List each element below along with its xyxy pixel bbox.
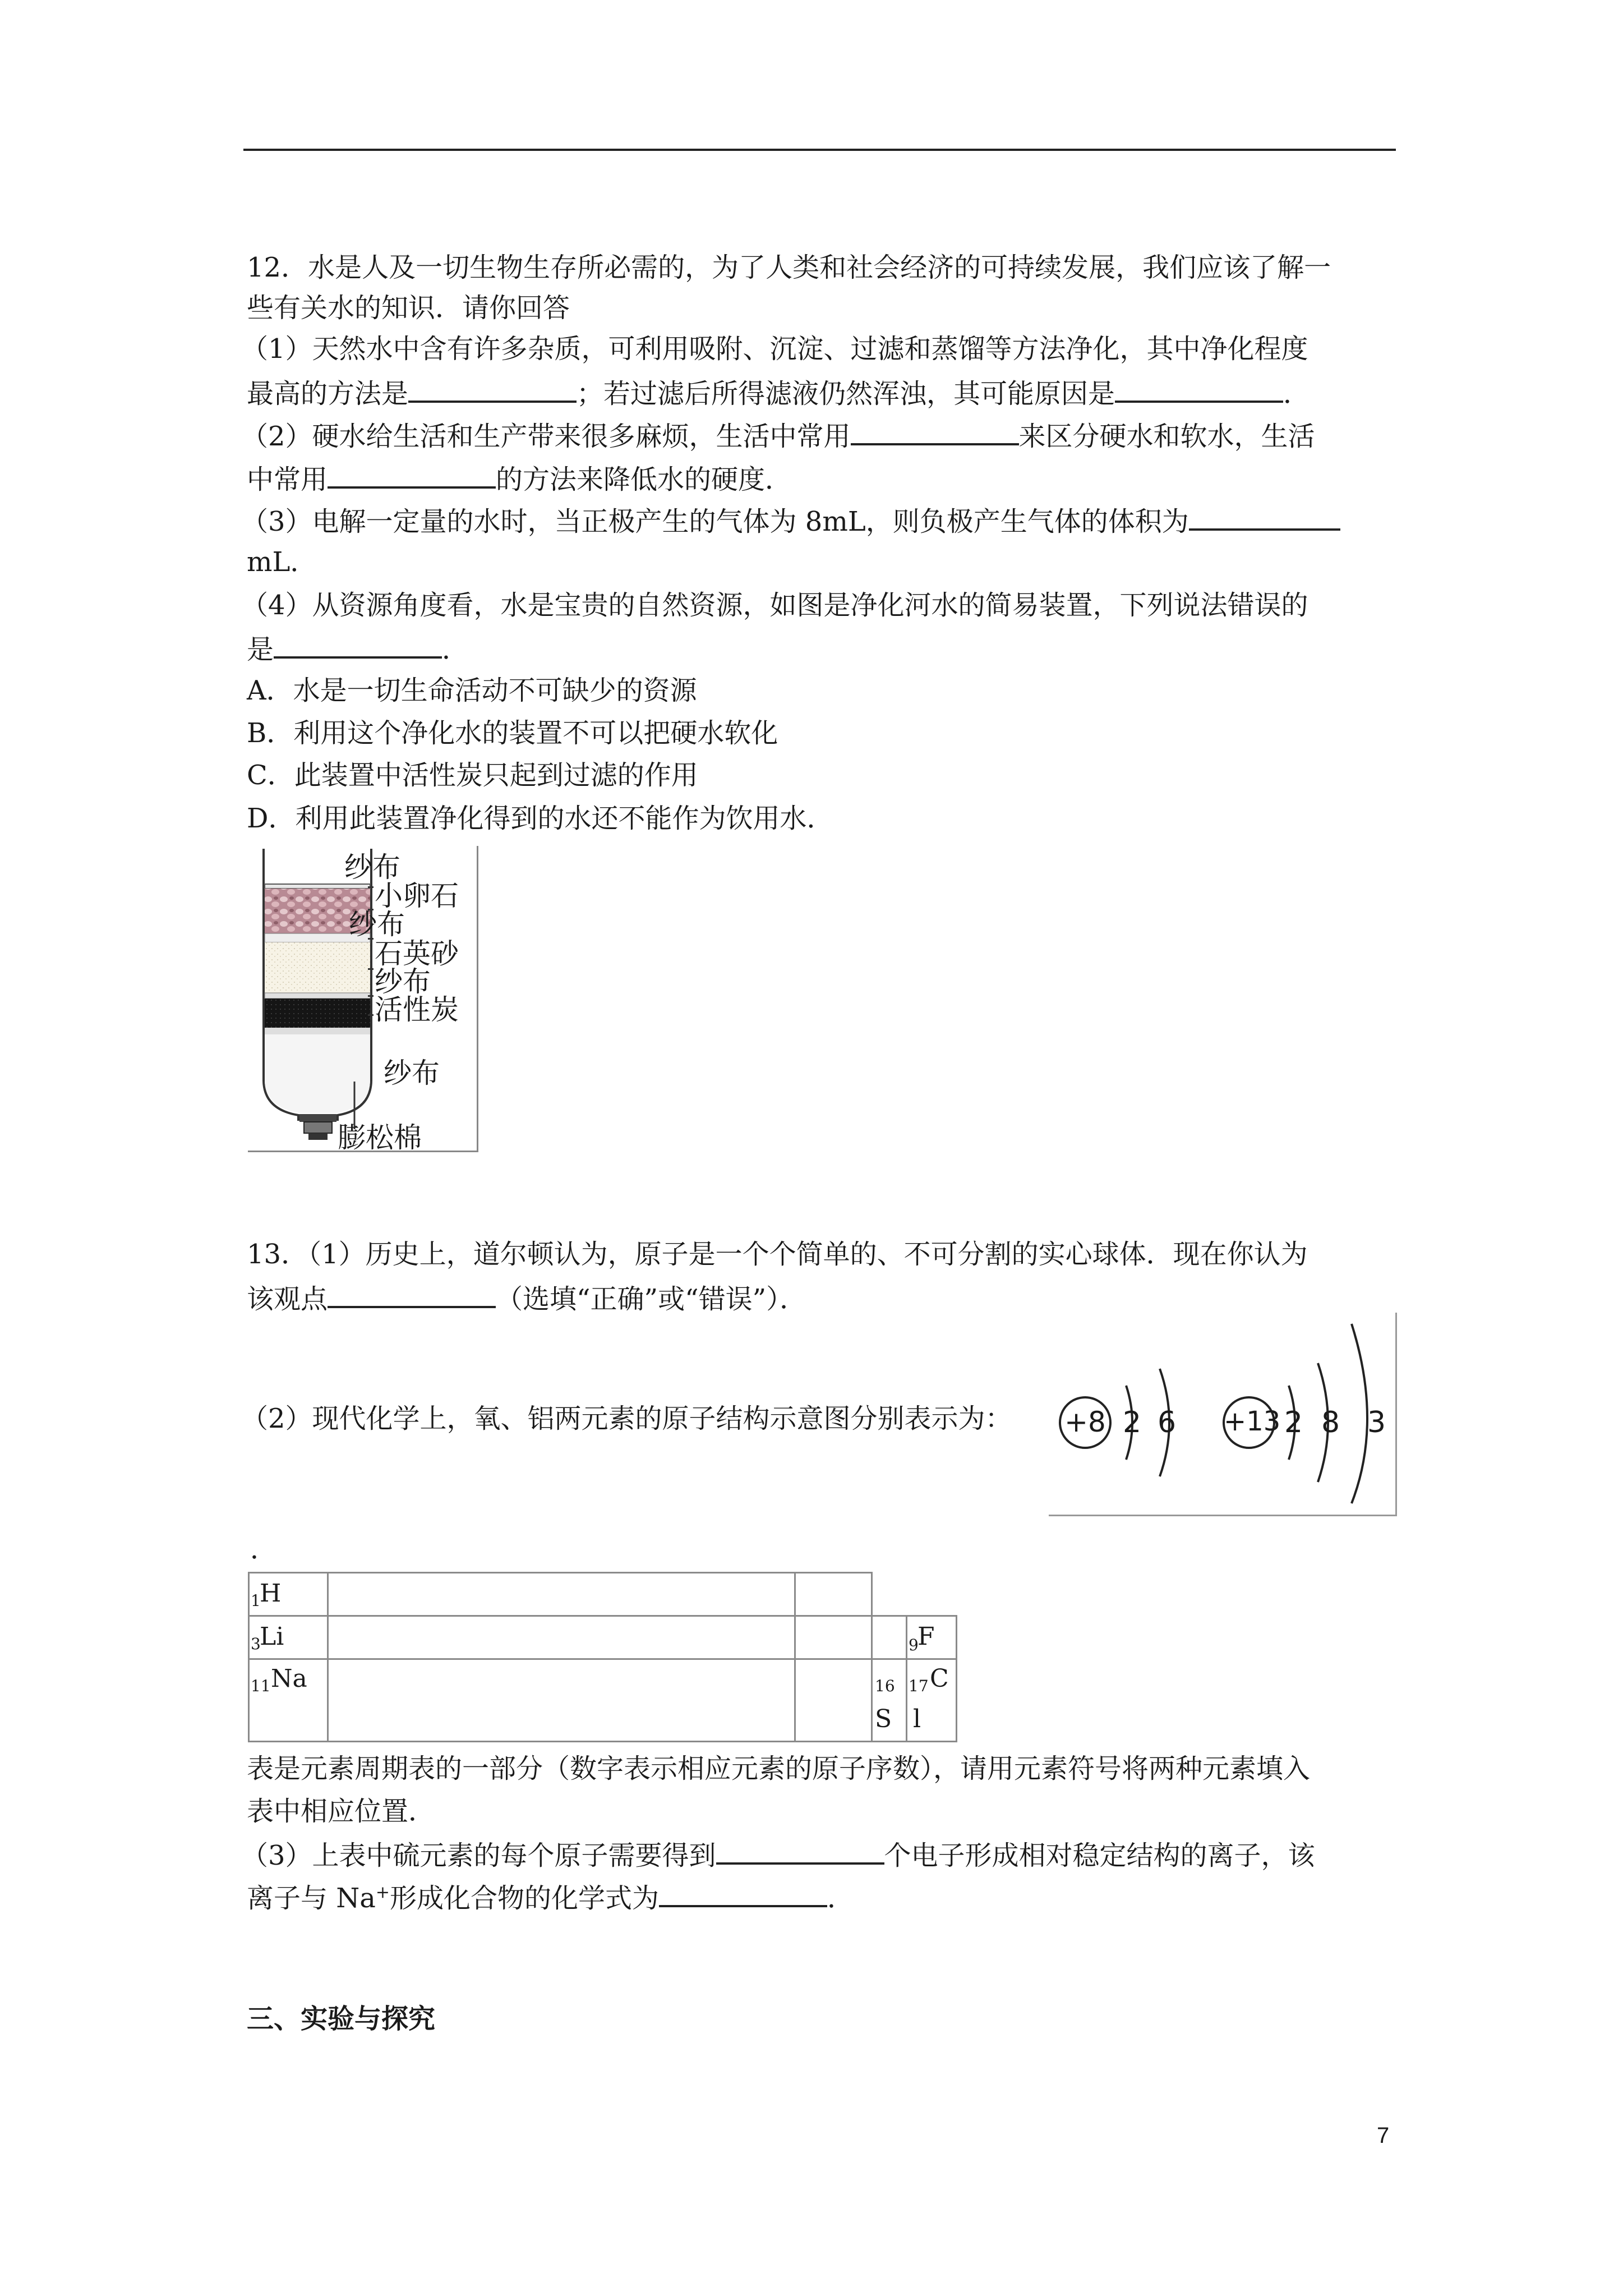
q12-part4-line2: 是 ． <box>247 626 1402 671</box>
option-b: B．利用这个净化水的装置不可以把硬水软化 <box>247 717 778 749</box>
cell-cl: 17 C l <box>906 1658 957 1742</box>
option-d: D．利用此装置净化得到的水还不能作为饮用水． <box>247 803 834 834</box>
table-caption-line1: 表是元素周期表的一部分（数字表示相应元素的原子序数），请用元素符号将两种元素填入 <box>247 1753 1311 1784</box>
answer-blank-formula[interactable] <box>659 1875 827 1907</box>
q13-part2: （2）现代化学上，氧、铝两元素的原子结构示意图分别表示为： <box>241 1403 1012 1434</box>
label-gauze-1: 纱布 <box>344 851 400 884</box>
answer-blank-method[interactable] <box>408 370 577 403</box>
cell-empty <box>327 1615 796 1660</box>
cell-empty <box>794 1572 873 1617</box>
label-activated-carbon: 活性炭 <box>375 993 459 1026</box>
label-gauze-4: 纱布 <box>384 1057 440 1089</box>
q12-part2-line2: 中常用 的方法来降低水的硬度． <box>247 456 1402 501</box>
cell-s: 16 S <box>871 1658 907 1742</box>
oxygen-shell2-electrons: 6 <box>1158 1406 1177 1439</box>
answer-blank-opinion[interactable] <box>328 1276 496 1308</box>
answer-blank-reason[interactable] <box>1115 370 1283 403</box>
oxygen-nucleus-charge: +8 <box>1064 1406 1106 1438</box>
label-quartz-sand: 石英砂 <box>375 937 459 970</box>
lead-line <box>368 886 374 888</box>
label-gauze-3: 纱布 <box>375 965 431 998</box>
aluminum-nucleus-charge: +13 <box>1224 1406 1281 1437</box>
answer-blank-volume[interactable] <box>1189 498 1340 531</box>
option-c: C．此装置中活性炭只起到过滤的作用 <box>247 760 698 791</box>
answer-blank-distinguish[interactable] <box>851 413 1019 445</box>
lead-line <box>368 1014 374 1016</box>
lead-line <box>368 995 374 997</box>
atom-structure-diagram <box>1049 1313 1397 1516</box>
oxygen-shell1-electrons: 2 <box>1123 1406 1142 1439</box>
q12-stem-line1: 12．水是人及一切生物生存所必需的，为了人类和社会经济的可持续发展，我们应该了解一 <box>247 252 1331 283</box>
q12-stem-line2: 些有关水的知识．请你回答 <box>247 292 570 324</box>
cell-li: 3 Li <box>248 1615 329 1660</box>
aluminum-shell2-electrons: 8 <box>1321 1406 1340 1439</box>
answer-blank-electrons[interactable] <box>716 1832 884 1865</box>
q13-part3-line1: （3）上表中硫元素的每个原子需要得到 个电子形成相对稳定结构的离子，该 <box>241 1832 1396 1878</box>
cell-empty <box>794 1615 873 1660</box>
q13-part3-line2: 离子与 Na+形成化合物的化学式为 ． <box>247 1875 1402 1920</box>
cell-empty <box>871 1615 907 1660</box>
aluminum-shell1-electrons: 2 <box>1284 1406 1303 1439</box>
aluminum-shell-3 <box>1352 1324 1367 1503</box>
table-caption-line2: 表中相应位置． <box>247 1796 436 1827</box>
q13-part1-line2: 该观点 （选填“正确”或“错误”）． <box>247 1276 1402 1321</box>
answer-blank-soften[interactable] <box>328 456 496 489</box>
q13-part1-line1: 13．（1）历史上，道尔顿认为，原子是一个个简单的、不可分割的实心球体．现在你认为 <box>247 1239 1308 1270</box>
water-filter-figure <box>248 846 478 1152</box>
label-gauze-2: 纱布 <box>349 908 405 941</box>
cell-empty <box>794 1658 873 1742</box>
lead-line <box>368 968 374 970</box>
q12-part4-line1: （4）从资源角度看，水是宝贵的自然资源，如图是净化河水的简易装置，下列说法错误的 <box>241 590 1308 621</box>
answer-blank-choice[interactable] <box>274 626 442 659</box>
cell-h: 1 H <box>248 1572 329 1617</box>
cell-empty <box>327 1572 796 1617</box>
cell-empty <box>327 1658 796 1742</box>
q12-part3-line2: mL． <box>247 546 317 578</box>
option-a: A．水是一切生命活动不可缺少的资源 <box>247 675 697 706</box>
cell-na: 11 Na <box>248 1658 329 1742</box>
q12-part1-line2: 最高的方法是 ；若过滤后所得滤液仍然浑浊，其可能原因是 ． <box>247 370 1402 416</box>
label-pebbles: 小卵石 <box>375 880 459 912</box>
page-number: 7 <box>1377 2123 1390 2148</box>
label-cotton: 膨松棉 <box>338 1121 422 1154</box>
cell-f: 9 F <box>906 1615 957 1660</box>
q12-part2-line1: （2）硬水给生活和生产带来很多麻烦，生活中常用 来区分硬水和软水，生活 <box>241 413 1396 458</box>
stray-dot: ． <box>250 1534 278 1565</box>
q12-part1-line1: （1）天然水中含有许多杂质，可利用吸附、沉淀、过滤和蒸馏等方法净化，其中净化程度 <box>241 333 1308 365</box>
aluminum-shell3-electrons: 3 <box>1367 1406 1386 1439</box>
section-heading: 三、实验与探究 <box>247 2003 436 2035</box>
q12-part3-line1: （3）电解一定量的水时，当正极产生的气体为 8mL，则负极产生气体的体积为 <box>241 498 1396 544</box>
header-rule <box>243 149 1396 151</box>
